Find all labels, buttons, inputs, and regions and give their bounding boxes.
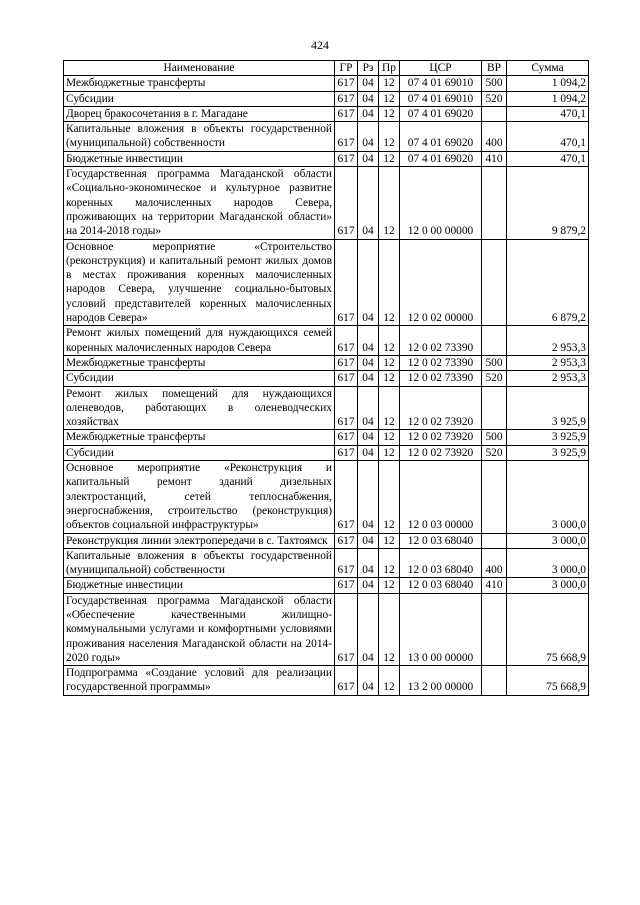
cell-csr: 12 0 02 73920 bbox=[400, 386, 482, 430]
cell-gr: 617 bbox=[335, 533, 358, 548]
header-pr: Пр bbox=[379, 61, 400, 76]
cell-pr: 12 bbox=[379, 533, 400, 548]
cell-sum: 3 925,9 bbox=[507, 445, 589, 460]
cell-vr bbox=[482, 461, 507, 533]
cell-vr: 500 bbox=[482, 355, 507, 370]
cell-pr: 12 bbox=[379, 239, 400, 326]
cell-gr: 617 bbox=[335, 106, 358, 121]
cell-rz: 04 bbox=[358, 106, 379, 121]
cell-rz: 04 bbox=[358, 167, 379, 239]
table-row bbox=[64, 355, 589, 370]
cell-csr: 12 0 03 68040 bbox=[400, 533, 482, 548]
cell-csr: 12 0 03 68040 bbox=[400, 578, 482, 593]
cell-vr bbox=[482, 593, 507, 665]
cell-pr: 12 bbox=[379, 76, 400, 91]
cell-csr: 12 0 03 00000 bbox=[400, 461, 482, 533]
table-row bbox=[64, 239, 589, 326]
table-row bbox=[64, 106, 589, 121]
cell-csr: 07 4 01 69020 bbox=[400, 106, 482, 121]
cell-csr: 12 0 02 73390 bbox=[400, 326, 482, 356]
page-number: 424 bbox=[311, 38, 329, 52]
table-row bbox=[64, 167, 589, 239]
cell-pr: 12 bbox=[379, 371, 400, 386]
table-header bbox=[64, 61, 589, 76]
cell-vr bbox=[482, 386, 507, 430]
cell-gr: 617 bbox=[335, 122, 358, 152]
cell-pr: 12 bbox=[379, 355, 400, 370]
cell-csr: 12 0 02 73390 bbox=[400, 355, 482, 370]
cell-name: Субсидии bbox=[64, 371, 335, 386]
table-row bbox=[64, 326, 589, 356]
cell-sum: 1 094,2 bbox=[507, 76, 589, 91]
cell-csr: 07 4 01 69010 bbox=[400, 76, 482, 91]
cell-rz: 04 bbox=[358, 533, 379, 548]
cell-csr: 12 0 03 68040 bbox=[400, 548, 482, 578]
cell-pr: 12 bbox=[379, 445, 400, 460]
cell-vr bbox=[482, 533, 507, 548]
cell-sum: 3 925,9 bbox=[507, 386, 589, 430]
cell-pr: 12 bbox=[379, 106, 400, 121]
cell-vr bbox=[482, 106, 507, 121]
cell-rz: 04 bbox=[358, 91, 379, 106]
table-row bbox=[64, 666, 589, 696]
cell-gr: 617 bbox=[335, 76, 358, 91]
cell-pr: 12 bbox=[379, 578, 400, 593]
table-row bbox=[64, 430, 589, 445]
cell-name: Государственная программа Магаданской области «Социально-экономическое и культурное развитие коренных малочисленных народов Севера, проживающих на территории Магаданской области» на 2014-2018 годы» bbox=[64, 167, 335, 239]
cell-gr: 617 bbox=[335, 461, 358, 533]
cell-pr: 12 bbox=[379, 593, 400, 665]
cell-csr: 13 0 00 00000 bbox=[400, 593, 482, 665]
cell-gr: 617 bbox=[335, 167, 358, 239]
cell-sum: 75 668,9 bbox=[507, 666, 589, 696]
header-vr: ВР bbox=[482, 61, 507, 76]
cell-sum: 2 953,3 bbox=[507, 355, 589, 370]
cell-vr: 500 bbox=[482, 76, 507, 91]
cell-sum: 9 879,2 bbox=[507, 167, 589, 239]
budget-table bbox=[63, 60, 589, 696]
cell-gr: 617 bbox=[335, 355, 358, 370]
cell-rz: 04 bbox=[358, 578, 379, 593]
cell-name: Подпрограмма «Создание условий для реализации государственной программы» bbox=[64, 666, 335, 696]
cell-gr: 617 bbox=[335, 578, 358, 593]
cell-csr: 12 0 02 73920 bbox=[400, 445, 482, 460]
cell-sum: 3 925,9 bbox=[507, 430, 589, 445]
cell-sum: 470,1 bbox=[507, 106, 589, 121]
cell-gr: 617 bbox=[335, 151, 358, 166]
table-row bbox=[64, 533, 589, 548]
cell-name: Ремонт жилых помещений для нуждающихся семей коренных малочисленных народов Севера bbox=[64, 326, 335, 356]
cell-pr: 12 bbox=[379, 430, 400, 445]
cell-sum: 1 094,2 bbox=[507, 91, 589, 106]
cell-vr: 400 bbox=[482, 122, 507, 152]
cell-csr: 12 0 00 00000 bbox=[400, 167, 482, 239]
cell-vr: 500 bbox=[482, 430, 507, 445]
cell-vr bbox=[482, 167, 507, 239]
cell-vr: 410 bbox=[482, 578, 507, 593]
cell-gr: 617 bbox=[335, 430, 358, 445]
cell-csr: 13 2 00 00000 bbox=[400, 666, 482, 696]
table-row bbox=[64, 122, 589, 152]
cell-vr: 410 bbox=[482, 151, 507, 166]
table-row bbox=[64, 386, 589, 430]
cell-sum: 3 000,0 bbox=[507, 548, 589, 578]
cell-rz: 04 bbox=[358, 355, 379, 370]
cell-gr: 617 bbox=[335, 666, 358, 696]
table-row bbox=[64, 593, 589, 665]
table-row bbox=[64, 578, 589, 593]
header-gr: ГР bbox=[335, 61, 358, 76]
cell-rz: 04 bbox=[358, 151, 379, 166]
cell-sum: 470,1 bbox=[507, 122, 589, 152]
cell-gr: 617 bbox=[335, 371, 358, 386]
cell-sum: 6 879,2 bbox=[507, 239, 589, 326]
cell-pr: 12 bbox=[379, 666, 400, 696]
cell-rz: 04 bbox=[358, 122, 379, 152]
cell-csr: 07 4 01 69010 bbox=[400, 91, 482, 106]
cell-sum: 3 000,0 bbox=[507, 533, 589, 548]
cell-pr: 12 bbox=[379, 167, 400, 239]
cell-rz: 04 bbox=[358, 239, 379, 326]
cell-name: Межбюджетные трансферты bbox=[64, 76, 335, 91]
cell-sum: 2 953,3 bbox=[507, 326, 589, 356]
cell-rz: 04 bbox=[358, 666, 379, 696]
cell-name: Капитальные вложения в объекты государственной (муниципальной) собственности bbox=[64, 122, 335, 152]
header-csr: ЦСР bbox=[400, 61, 482, 76]
cell-sum: 470,1 bbox=[507, 151, 589, 166]
table-row bbox=[64, 76, 589, 91]
table-body bbox=[64, 76, 589, 695]
header-sum: Сумма bbox=[507, 61, 589, 76]
cell-vr bbox=[482, 239, 507, 326]
cell-name: Ремонт жилых помещений для нуждающихся оленеводов, работающих в оленеводческих хозяйствах bbox=[64, 386, 335, 430]
cell-pr: 12 bbox=[379, 386, 400, 430]
cell-csr: 12 0 02 00000 bbox=[400, 239, 482, 326]
cell-rz: 04 bbox=[358, 461, 379, 533]
table-row bbox=[64, 371, 589, 386]
cell-name: Дворец бракосочетания в г. Магадане bbox=[64, 106, 335, 121]
cell-name: Субсидии bbox=[64, 91, 335, 106]
header-rz: Рз bbox=[358, 61, 379, 76]
table-row bbox=[64, 445, 589, 460]
cell-rz: 04 bbox=[358, 326, 379, 356]
cell-gr: 617 bbox=[335, 593, 358, 665]
cell-name: Межбюджетные трансферты bbox=[64, 355, 335, 370]
cell-name: Реконструкция линии электропередачи в с. Тахтоямск bbox=[64, 533, 335, 548]
header-row bbox=[64, 61, 589, 76]
cell-vr bbox=[482, 666, 507, 696]
cell-sum: 2 953,3 bbox=[507, 371, 589, 386]
table-row bbox=[64, 151, 589, 166]
cell-rz: 04 bbox=[358, 430, 379, 445]
cell-pr: 12 bbox=[379, 548, 400, 578]
cell-sum: 3 000,0 bbox=[507, 461, 589, 533]
cell-name: Основное мероприятие «Реконструкция и капитальный ремонт зданий дизельных электростанций, сетей теплоснабжения, энергоснабжения, строительство (реконструкция) объектов социальной инфраструктуры» bbox=[64, 461, 335, 533]
cell-gr: 617 bbox=[335, 326, 358, 356]
table-row bbox=[64, 91, 589, 106]
cell-sum: 75 668,9 bbox=[507, 593, 589, 665]
cell-rz: 04 bbox=[358, 371, 379, 386]
cell-rz: 04 bbox=[358, 386, 379, 430]
cell-pr: 12 bbox=[379, 151, 400, 166]
cell-name: Государственная программа Магаданской области «Обеспечение качественными жилищно-коммунальными услугами и комфортными условиями проживания населения Магаданской области на 2014-2020 годы» bbox=[64, 593, 335, 665]
cell-csr: 07 4 01 69020 bbox=[400, 151, 482, 166]
cell-vr: 520 bbox=[482, 371, 507, 386]
cell-gr: 617 bbox=[335, 239, 358, 326]
cell-rz: 04 bbox=[358, 445, 379, 460]
cell-csr: 07 4 01 69020 bbox=[400, 122, 482, 152]
table-row bbox=[64, 461, 589, 533]
cell-name: Основное мероприятие «Строительство (реконструкция) и капитальный ремонт жилых домов в местах проживания коренных малочисленных народов Севера, улучшение социально-бытовых условий представителей коренных малочисленных народов Севера» bbox=[64, 239, 335, 326]
cell-rz: 04 bbox=[358, 76, 379, 91]
cell-csr: 12 0 02 73920 bbox=[400, 430, 482, 445]
cell-name: Бюджетные инвестиции bbox=[64, 151, 335, 166]
cell-gr: 617 bbox=[335, 548, 358, 578]
cell-rz: 04 bbox=[358, 593, 379, 665]
cell-vr: 520 bbox=[482, 445, 507, 460]
cell-pr: 12 bbox=[379, 91, 400, 106]
cell-vr bbox=[482, 326, 507, 356]
cell-name: Межбюджетные трансферты bbox=[64, 430, 335, 445]
cell-name: Субсидии bbox=[64, 445, 335, 460]
cell-name: Капитальные вложения в объекты государственной (муниципальной) собственности bbox=[64, 548, 335, 578]
cell-sum: 3 000,0 bbox=[507, 578, 589, 593]
cell-pr: 12 bbox=[379, 461, 400, 533]
header-name: Наименование bbox=[64, 61, 335, 76]
cell-vr: 520 bbox=[482, 91, 507, 106]
cell-pr: 12 bbox=[379, 326, 400, 356]
table-row bbox=[64, 548, 589, 578]
cell-gr: 617 bbox=[335, 91, 358, 106]
cell-pr: 12 bbox=[379, 122, 400, 152]
cell-gr: 617 bbox=[335, 386, 358, 430]
cell-csr: 12 0 02 73390 bbox=[400, 371, 482, 386]
cell-gr: 617 bbox=[335, 445, 358, 460]
cell-name: Бюджетные инвестиции bbox=[64, 578, 335, 593]
cell-vr: 400 bbox=[482, 548, 507, 578]
cell-rz: 04 bbox=[358, 548, 379, 578]
